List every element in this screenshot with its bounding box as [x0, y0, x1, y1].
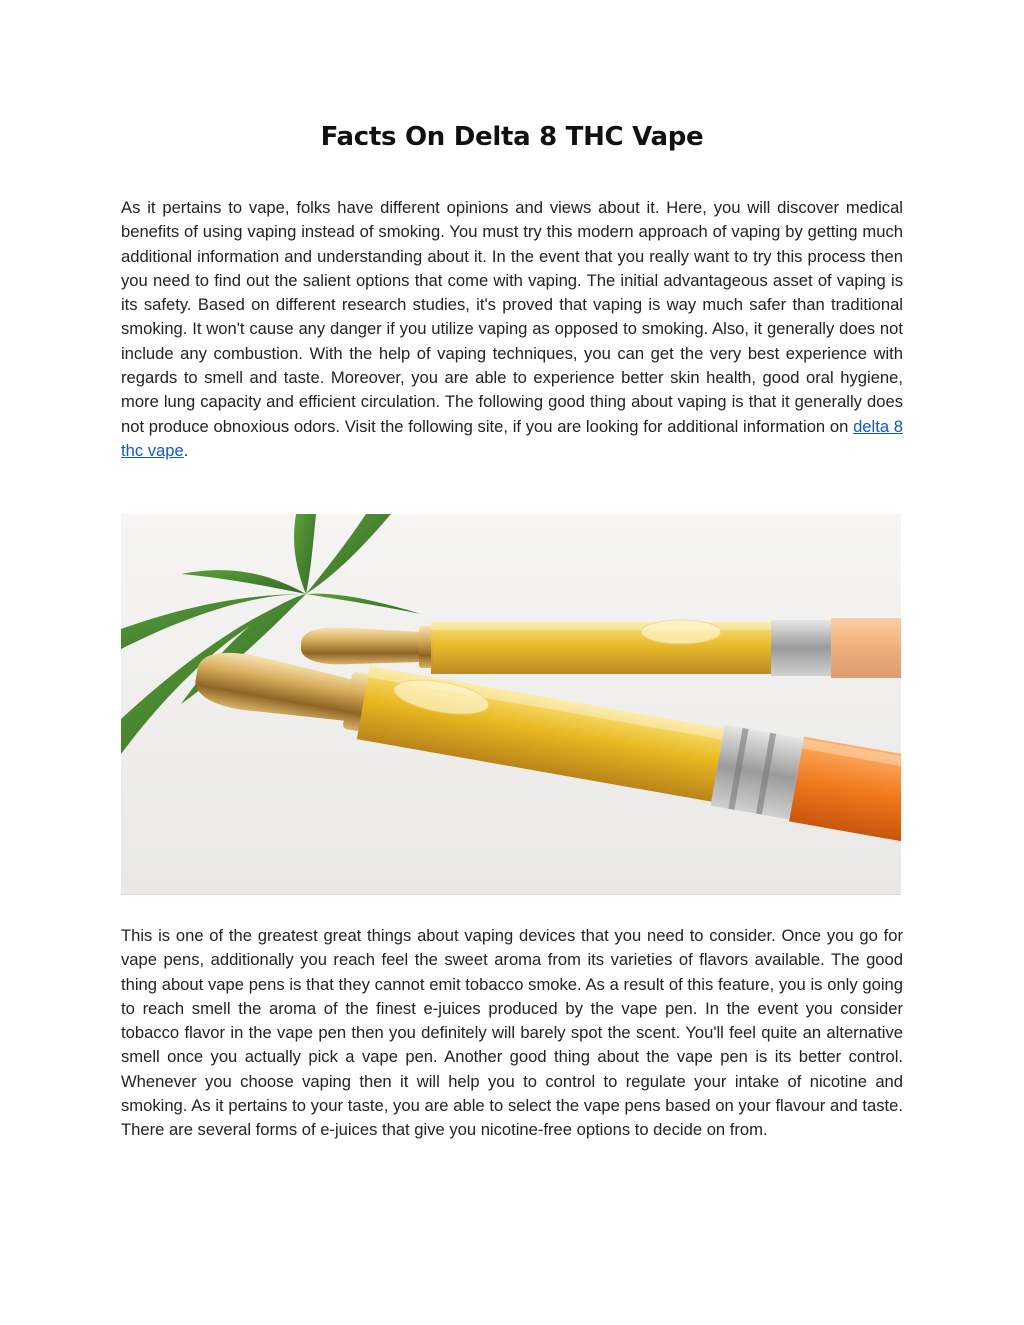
intro-paragraph — [121, 196, 903, 463]
page-title: Facts On Delta 8 THC Vape — [320, 122, 704, 152]
intro-paragraph-text: As it pertains to vape, folks have different opinions and views about it. Here, you will discover medical benefits of using vaping instead of smoking. You must try this modern approach of vaping by getting much additional information and understanding about it. In the event that you really want to try this process then you need to find out the salient options that come with vaping. The initial advantageous asset of vaping is its safety. Based on different research studies, it's proved that vaping is way much safer than traditional smoking. It won't cause any danger if you utilize vaping as opposed to smoking. Also, it generally does not include any combustion. With the help of vaping techniques, you can get the very best experience with regards to smell and taste. Moreover, you are able to experience better skin health, good oral hygiene, more lung capacity and efficient circulation. The following good thing about vaping is that it generally does not produce obnoxious odors. Visit the following site, if you are looking for additional information on — [121, 198, 903, 436]
second-paragraph: This is one of the greatest great things about vaping devices that you need to consider. Once you go for vape pens, additionally you reach feel the sweet aroma from its varieties of flavors available. The good thing about vape pens is that they cannot emit tobacco smoke. As a result of this feature, you is only going to reach smell the aroma of the finest e-juices produced by the vape pen. In the event you consider tobacco flavor in the vape pen then you definitely will barely spot the scent. You'll feel quite an alternative smell once you actually pick a vape pen. Another good thing about the vape pen is its better control. Whenever you choose vaping then it will help you to control to regulate your intake of nicotine and smoking. As it pertains to your taste, you are able to select the vape pens based on your flavour and taste. There are several forms of e-juices that give you nicotine-free options to decide on from. — [121, 926, 903, 1140]
delta-8-thc-vape-link[interactable]: delta 8 thc vape — [121, 416, 903, 460]
intro-paragraph-end: . — [183, 440, 189, 460]
vape-pens-photo — [121, 514, 901, 895]
